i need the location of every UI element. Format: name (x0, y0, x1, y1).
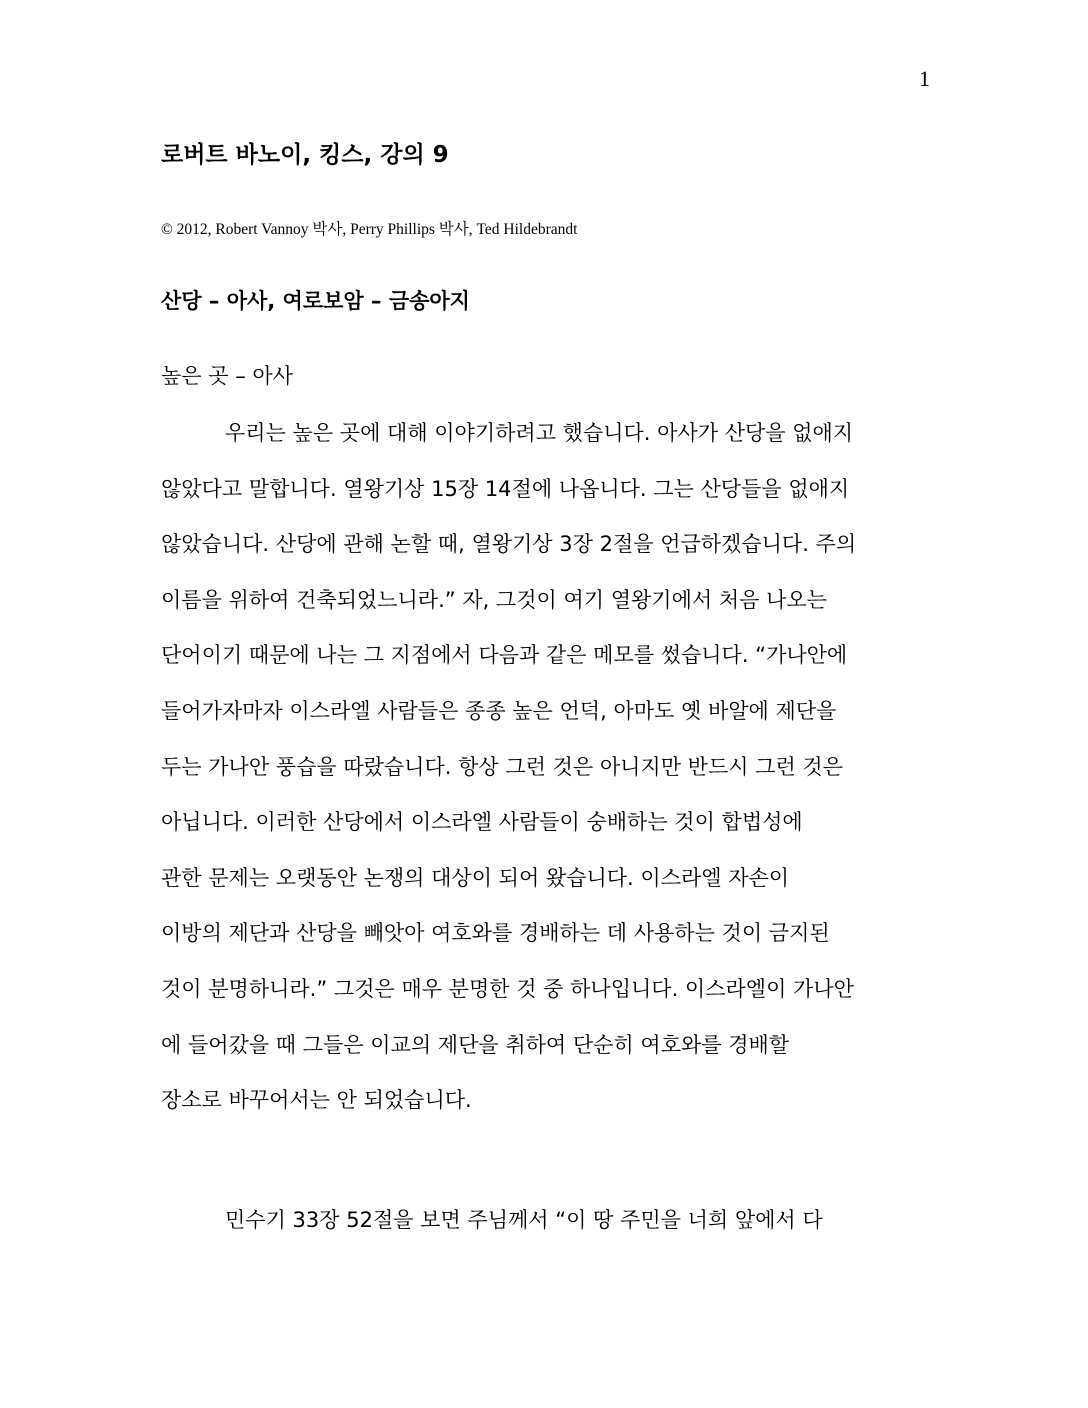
page-number: 1 (919, 66, 930, 91)
paragraph-line: 것이 분명하니라.” 그것은 매우 분명한 것 중 하나입니다. 이스라엘이 가나안 (161, 976, 854, 1001)
paragraph-line: 관한 문제는 오랫동안 논쟁의 대상이 되어 왔습니다. 이스라엘 자손이 (161, 865, 790, 890)
paragraph-line: 장소로 바꾸어서는 안 되었습니다. (161, 1088, 472, 1113)
paragraph-line: 이름을 위하여 건축되었느니라.” 자, 그것이 여기 열왕기에서 처음 나오는 (161, 587, 827, 612)
paragraph-line: 단어이기 때문에 나는 그 지점에서 다음과 같은 메모를 썼습니다. “가나안에 (161, 643, 848, 668)
copyright-notice: © 2012, Robert Vannoy 박사, Perry Phillips 박사, Ted Hildebrandt (161, 221, 578, 238)
lecture-subtitle: 산당 – 아사, 여로보암 – 금송아지 (161, 289, 470, 313)
paragraph-line: 않았다고 말합니다. 열왕기상 15장 14절에 나옵니다. 그는 산당들을 없애지 (161, 476, 850, 501)
paragraph-line: 우리는 높은 곳에 대해 이야기하려고 했습니다. 아사가 산당을 없애지 (225, 421, 854, 445)
paragraph-line: 아닙니다. 이러한 산당에서 이스라엘 사람들이 숭배하는 것이 합법성에 (161, 810, 803, 835)
paragraph-spacer (161, 1138, 941, 1202)
paragraph-line: 않았습니다. 산당에 관해 논할 때, 열왕기상 3장 2절을 언급하겠습니다. 주의 (161, 532, 857, 557)
body-text (161, 415, 941, 1257)
section-heading: 높은 곳 – 아사 (161, 364, 293, 388)
paragraph-line: 두는 가나안 풍습을 따랐습니다. 항상 그런 것은 아니지만 반드시 그런 것은 (161, 754, 844, 779)
paragraph-line: 에 들어갔을 때 그들은 이교의 제단을 취하여 단순히 여호와를 경배할 (161, 1032, 790, 1057)
paragraph-line: 들어가자마자 이스라엘 사람들은 종종 높은 언덕, 아마도 옛 바알에 제단을 (161, 698, 837, 723)
paragraph-line: 이방의 제단과 산당을 빼앗아 여호와를 경배하는 데 사용하는 것이 금지된 (161, 921, 830, 946)
paragraph-line: 민수기 33장 52절을 보면 주님께서 “이 땅 주민을 너희 앞에서 다 (225, 1207, 823, 1232)
document-title: 로버트 바노이, 킹스, 강의 9 (161, 142, 449, 168)
